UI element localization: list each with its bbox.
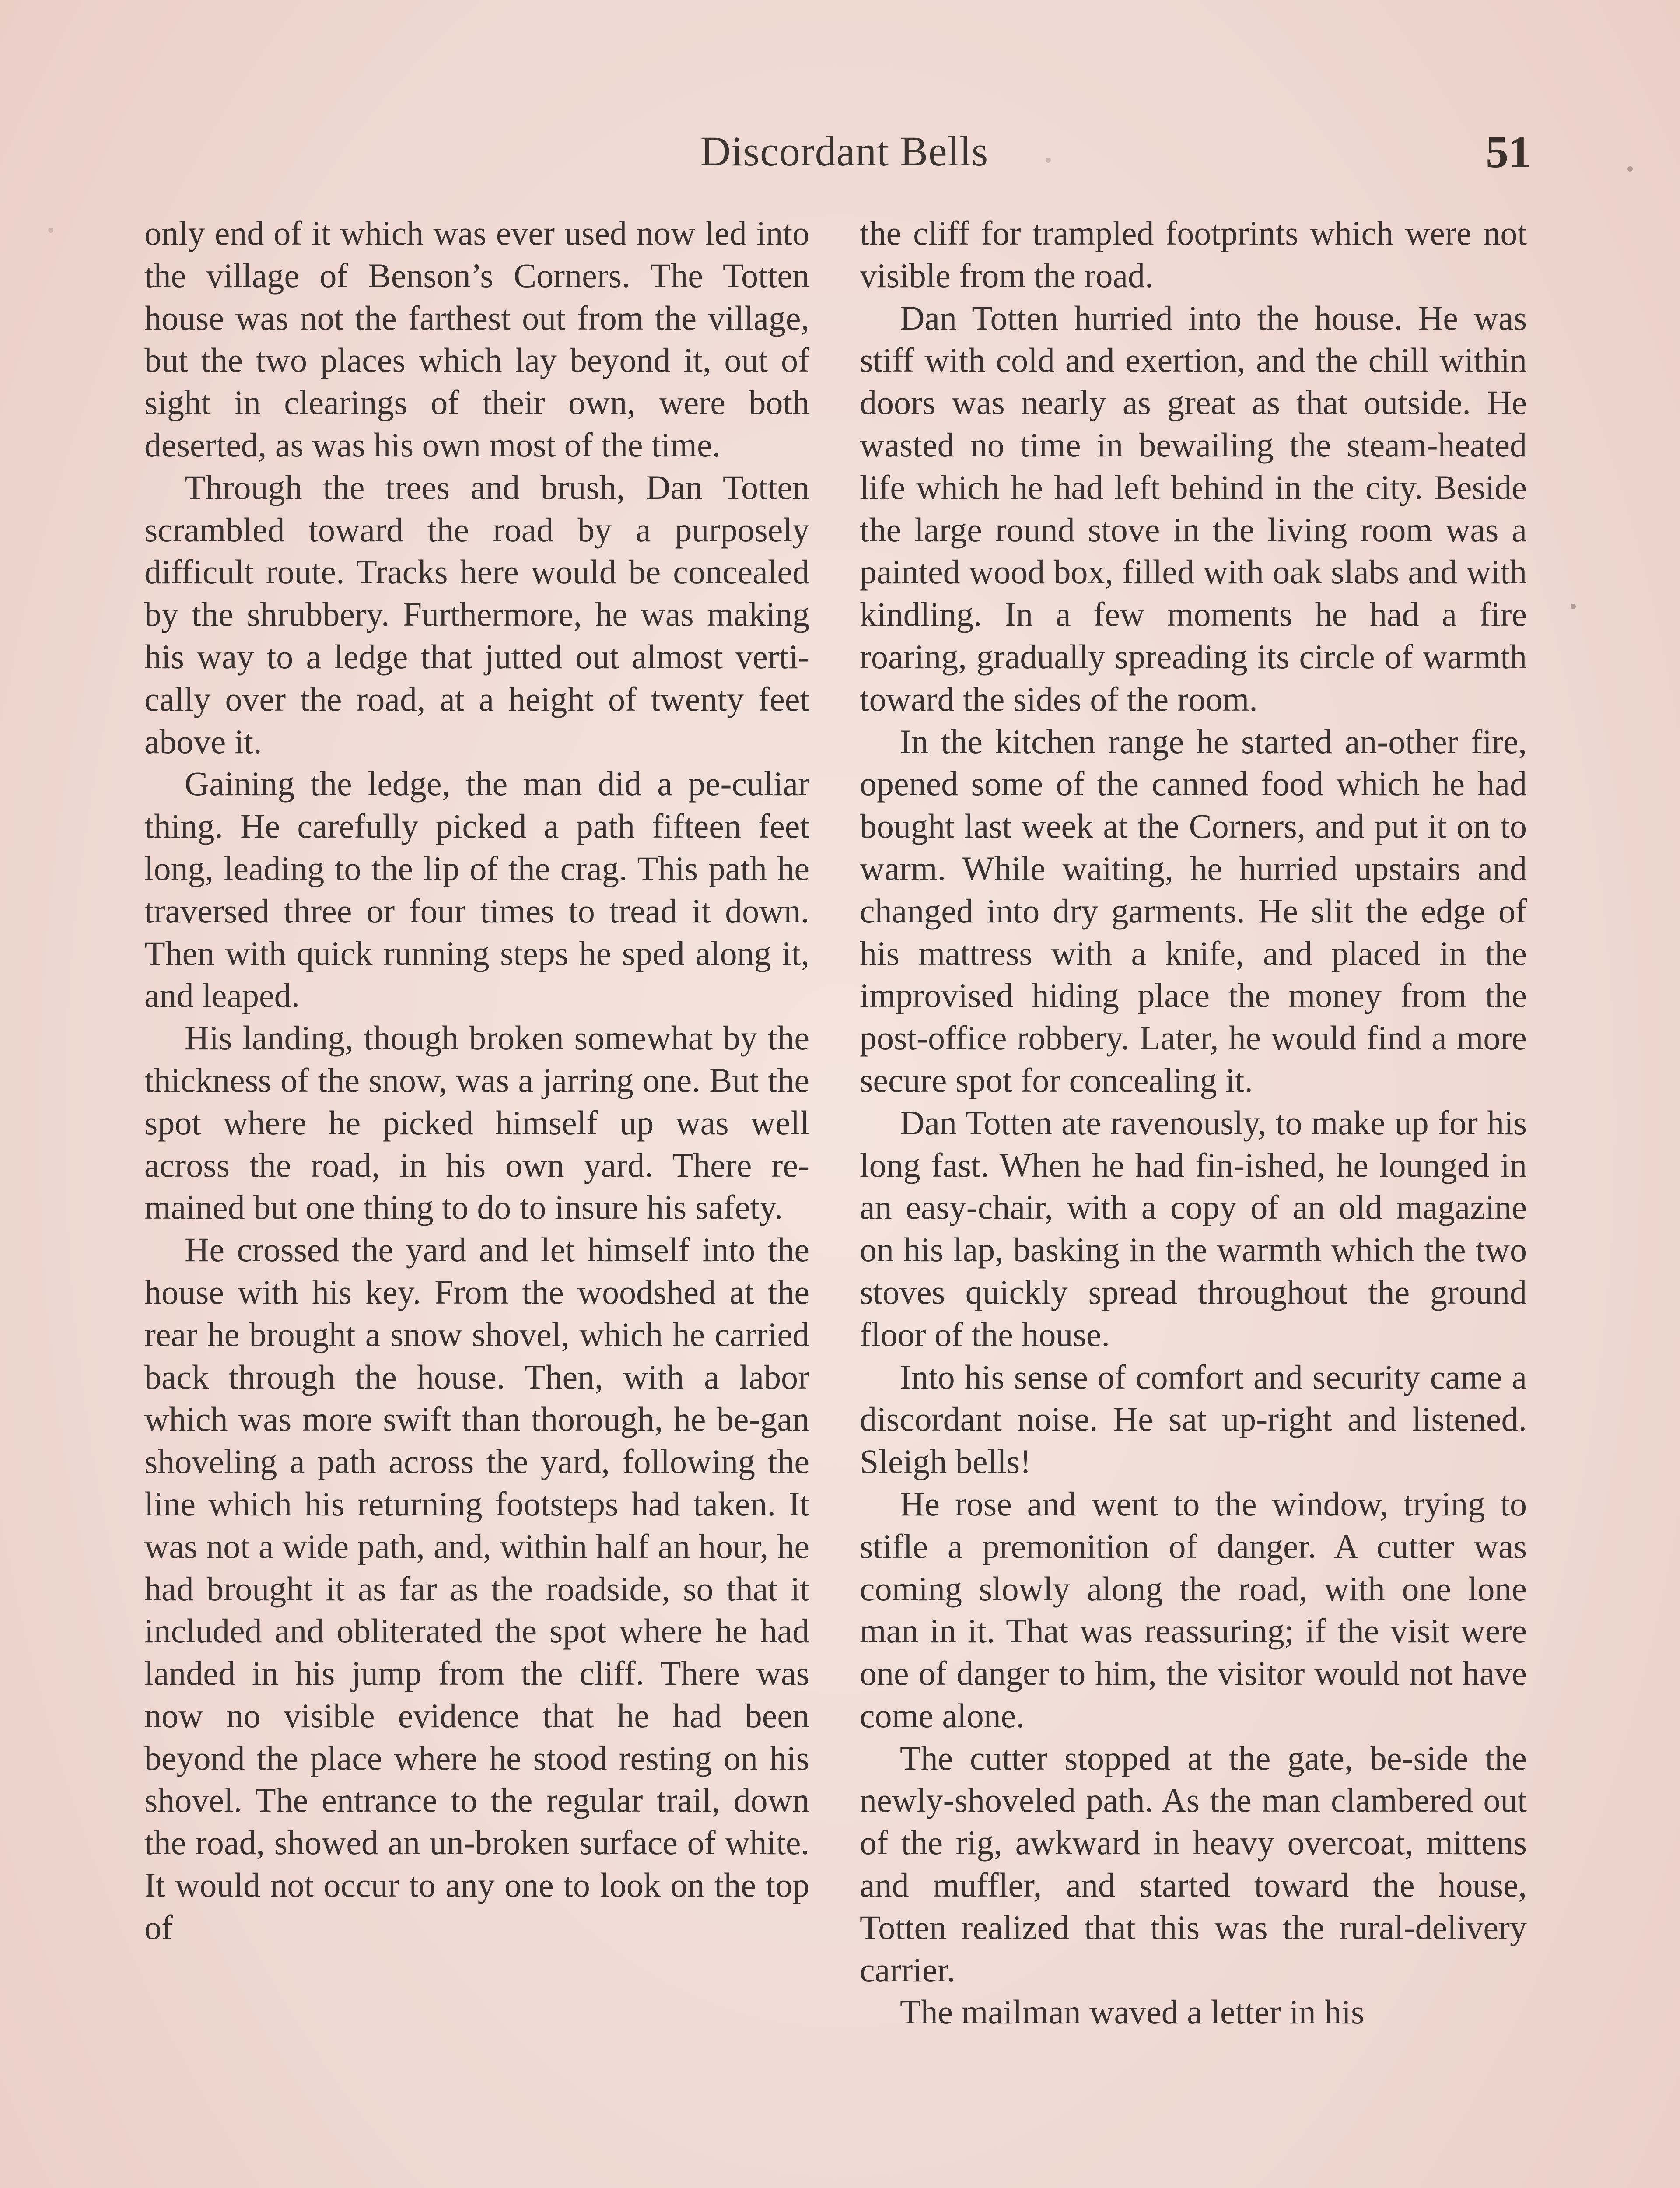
paragraph: In the kitchen range he started an-other fire, opened some of the canned food which he had bought last week at the Corners, and put it on to warm. While waiting, he hurried upstairs and changed into dry garments. He slit the edge of his mattress with a knife, and placed in the improvised hiding place the money from the post-office robbery. Later, he would find a more secure spot for concealing it.: [860, 722, 1527, 1099]
paragraph: The cutter stopped at the gate, be-side the newly-shoveled path. As the man clambered out of the rig, awkward in heavy overcoat, mittens and muffler, and started toward the house, Totten realized that this was the rural-delivery carrier.: [860, 1739, 1527, 1989]
paragraph: Through the trees and brush, Dan Totten scrambled toward the road by a purposely difficult route. Tracks here would be concealed by the shrubbery. Furthermore, he was making his way to a ledge that jutted out almost verti-cally over the road, at a height of twenty feet above it.: [144, 468, 809, 761]
left-text-column: [144, 212, 809, 1949]
paper-speck: [48, 228, 53, 233]
paragraph: Dan Totten ate ravenously, to make up for his long fast. When he had fin-ished, he lounged in an easy-chair, with a copy of an old magazine on his lap, basking in the warmth which the two stoves quickly spread throughout the ground floor of the house.: [860, 1103, 1527, 1353]
right-text-column: [860, 212, 1527, 2034]
paper-speck: [1571, 604, 1576, 609]
paragraph: Into his sense of comfort and security came a discordant noise. He sat up-right and listened. Sleigh bells!: [860, 1357, 1527, 1481]
paragraph: the cliff for trampled footprints which were not visible from the road.: [860, 214, 1527, 295]
paragraph: only end of it which was ever used now led into the village of Benson’s Corners. The Totten house was not the farthest out from the village, but the two places which lay beyond it, out of sight in clearings of their own, were both deserted, as was his own most of the time.: [144, 214, 809, 464]
paragraph: Dan Totten hurried into the house. He was stiff with cold and exertion, and the chill within doors was nearly as great as that outside. He wasted no time in bewailing the steam-heated life which he had left behind in the city. Beside the large round stove in the living room was a painted wood box, filled with oak slabs and with kindling. In a few moments he had a fire roaring, gradually spreading its circle of warmth toward the sides of the room.: [860, 298, 1527, 718]
paper-speck: [1046, 158, 1051, 163]
paragraph: He rose and went to the window, trying to stifle a premonition of danger. A cutter was coming slowly along the road, with one lone man in it. That was reassuring; if the visit were one of danger to him, the visitor would not have come alone.: [860, 1484, 1527, 1735]
paragraph: The mailman waved a letter in his: [900, 1993, 1365, 2031]
paper-speck: [1628, 166, 1633, 172]
paragraph: Gaining the ledge, the man did a pe-culiar thing. He carefully picked a path fifteen feet long, leading to the lip of the crag. This path he traversed three or four times to tread it down. Then with quick running steps he sped along it, and leaped.: [144, 764, 809, 1015]
running-header-title: Discordant Bells: [700, 128, 989, 175]
paragraph: His landing, though broken somewhat by the thickness of the snow, was a jarring one. But the spot where he picked himself up was well across the road, in his own yard. There re-mained but one thing to do to insure his safety.: [144, 1019, 809, 1227]
paragraph: He crossed the yard and let himself into the house with his key. From the woodshed at the rear he brought a snow shovel, which he carried back through the house. Then, with a labor which was more swift than thorough, he be-gan shoveling a path across the yard, following the line which his returning footsteps had taken. It was not a wide path, and, within half an hour, he had brought it as far as the roadside, so that it included and obliterated the spot where he had landed in his jump from the cliff. There was now no visible evidence that he had been beyond the place where he stood resting on his shovel. The entrance to the regular trail, down the road, showed an un-broken surface of white. It would not occur to any one to look on the top of: [144, 1231, 809, 1946]
page-number: 51: [1486, 127, 1531, 177]
